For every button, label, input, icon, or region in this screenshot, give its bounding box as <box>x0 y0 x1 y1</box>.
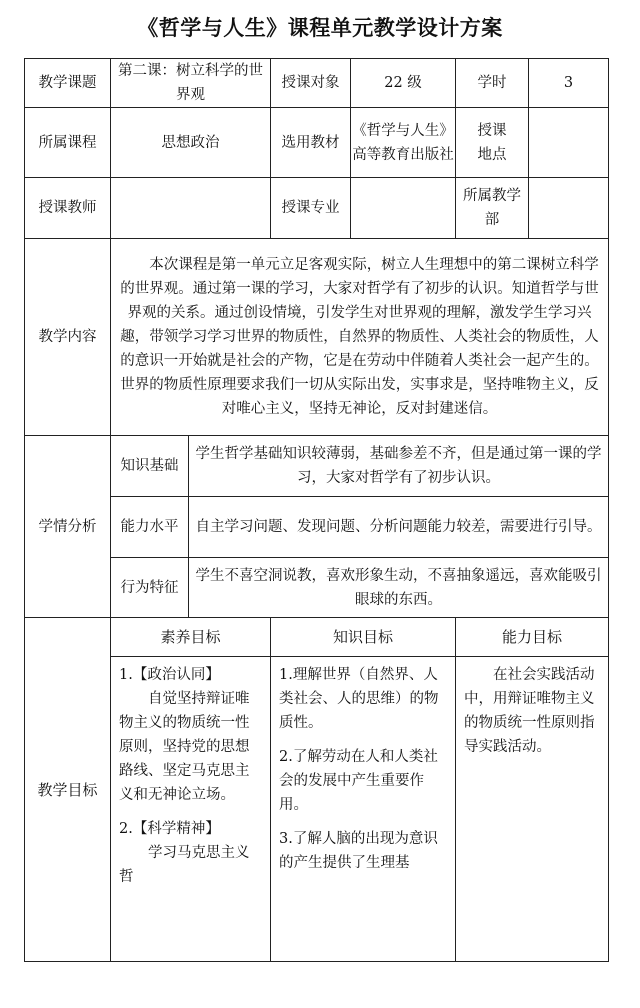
textbook-label: 选用教材 <box>271 108 351 178</box>
location-value <box>529 108 609 178</box>
knowledge-goal-1: 1.理解世界（自然界、人类社会、人的思维）的物质性。 <box>279 667 439 731</box>
major-value <box>351 178 456 239</box>
goals-header-row <box>25 618 609 657</box>
literacy-text-1: 自觉坚持辩证唯物主义的物质统一性原则，坚持党的思想路线、坚定马克思主义和无神论立场。 <box>119 691 250 803</box>
goals-header-ability: 能力目标 <box>456 618 609 657</box>
location-label-line2: 地点 <box>477 146 507 163</box>
page-title: 《哲学与人生》课程单元教学设计方案 <box>137 16 503 40</box>
analysis-knowledge-text: 学生哲学基础知识较薄弱，基础参差不齐，但是通过第一课的学习，大家对哲学有了初步认识。 <box>189 436 609 497</box>
hours-value: 3 <box>529 59 609 108</box>
course-label: 所属课程 <box>25 108 111 178</box>
literacy-goals <box>111 657 271 962</box>
dept-value <box>529 178 609 239</box>
goals-label: 教学目标 <box>25 618 111 962</box>
analysis-ability-label: 能力水平 <box>111 497 189 558</box>
analysis-knowledge-label: 知识基础 <box>111 436 189 497</box>
goals-header-knowledge: 知识目标 <box>271 618 456 657</box>
knowledge-goal-3: 3.了解人脑的出现为意识的产生提供了生理基 <box>279 831 438 871</box>
location-label-line1: 授课 <box>477 122 507 139</box>
analysis-behavior-text: 学生不喜空洞说教，喜欢形象生动，不喜抽象遥远，喜欢能吸引眼球的东西。 <box>189 558 609 618</box>
textbook-value <box>351 108 456 178</box>
ability-goals <box>456 657 609 962</box>
content-text: 本次课程是第一单元立足客观实际，树立人生理想中的第二课树立科学的世界观。通过第一课的学习，大家对哲学有了初步的认识。知道哲学与世界观的关系。通过创设情境，引发学生对世界观的理解，激发学生学习兴趣，带领学习学习世界的物质性，自然界的物质性、人类社会的物质性，人的意识一开始就是社会的产物，它是在劳动中伴随着人类社会一起产生的。世界的物质性原理要求我们一切从实际出发，实事求是，坚持唯物主义，反对唯心主义，坚持无神论，反对封建迷信。 <box>111 239 609 436</box>
info-row-teacher <box>25 178 609 239</box>
location-label <box>456 108 529 178</box>
knowledge-goal-2: 2.了解劳动在人和人类社会的发展中产生重要作用。 <box>279 749 438 813</box>
literacy-heading-2: 2.【科学精神】 <box>119 821 220 837</box>
hours-label: 学时 <box>456 59 529 108</box>
audience-value: 22 级 <box>351 59 456 108</box>
ability-goal-1: 在社会实践活动中，用辩证唯物主义的物质统一性原则指导实践活动。 <box>464 667 595 755</box>
audience-label: 授课对象 <box>271 59 351 108</box>
info-row-course <box>25 108 609 178</box>
literacy-text-2: 学习马克思主义哲 <box>119 845 250 885</box>
analysis-ability-text: 自主学习问题、发现问题、分析问题能力较差，需要进行引导。 <box>189 497 609 558</box>
course-value: 思想政治 <box>111 108 271 178</box>
lesson-plan-table <box>24 58 609 962</box>
knowledge-goals <box>271 657 456 962</box>
literacy-heading-1: 1.【政治认同】 <box>119 667 220 683</box>
textbook-publisher: 高等教育出版社 <box>352 146 454 163</box>
topic-label: 教学课题 <box>25 59 111 108</box>
teacher-value <box>111 178 271 239</box>
analysis-row-knowledge <box>25 436 609 497</box>
content-label: 教学内容 <box>25 239 111 436</box>
content-row <box>25 239 609 436</box>
goals-header-literacy: 素养目标 <box>111 618 271 657</box>
analysis-behavior-label: 行为特征 <box>111 558 189 618</box>
topic-value: 第二课：树立科学的世界观 <box>111 59 271 108</box>
textbook-title: 《哲学与人生》 <box>352 122 454 139</box>
analysis-label: 学情分析 <box>25 436 111 618</box>
teacher-label: 授课教师 <box>25 178 111 239</box>
dept-label: 所属教学部 <box>456 178 529 239</box>
goals-body-row <box>25 657 609 962</box>
info-row-topic <box>25 59 609 108</box>
analysis-row-ability <box>25 497 609 558</box>
analysis-row-behavior <box>25 558 609 618</box>
major-label: 授课专业 <box>271 178 351 239</box>
